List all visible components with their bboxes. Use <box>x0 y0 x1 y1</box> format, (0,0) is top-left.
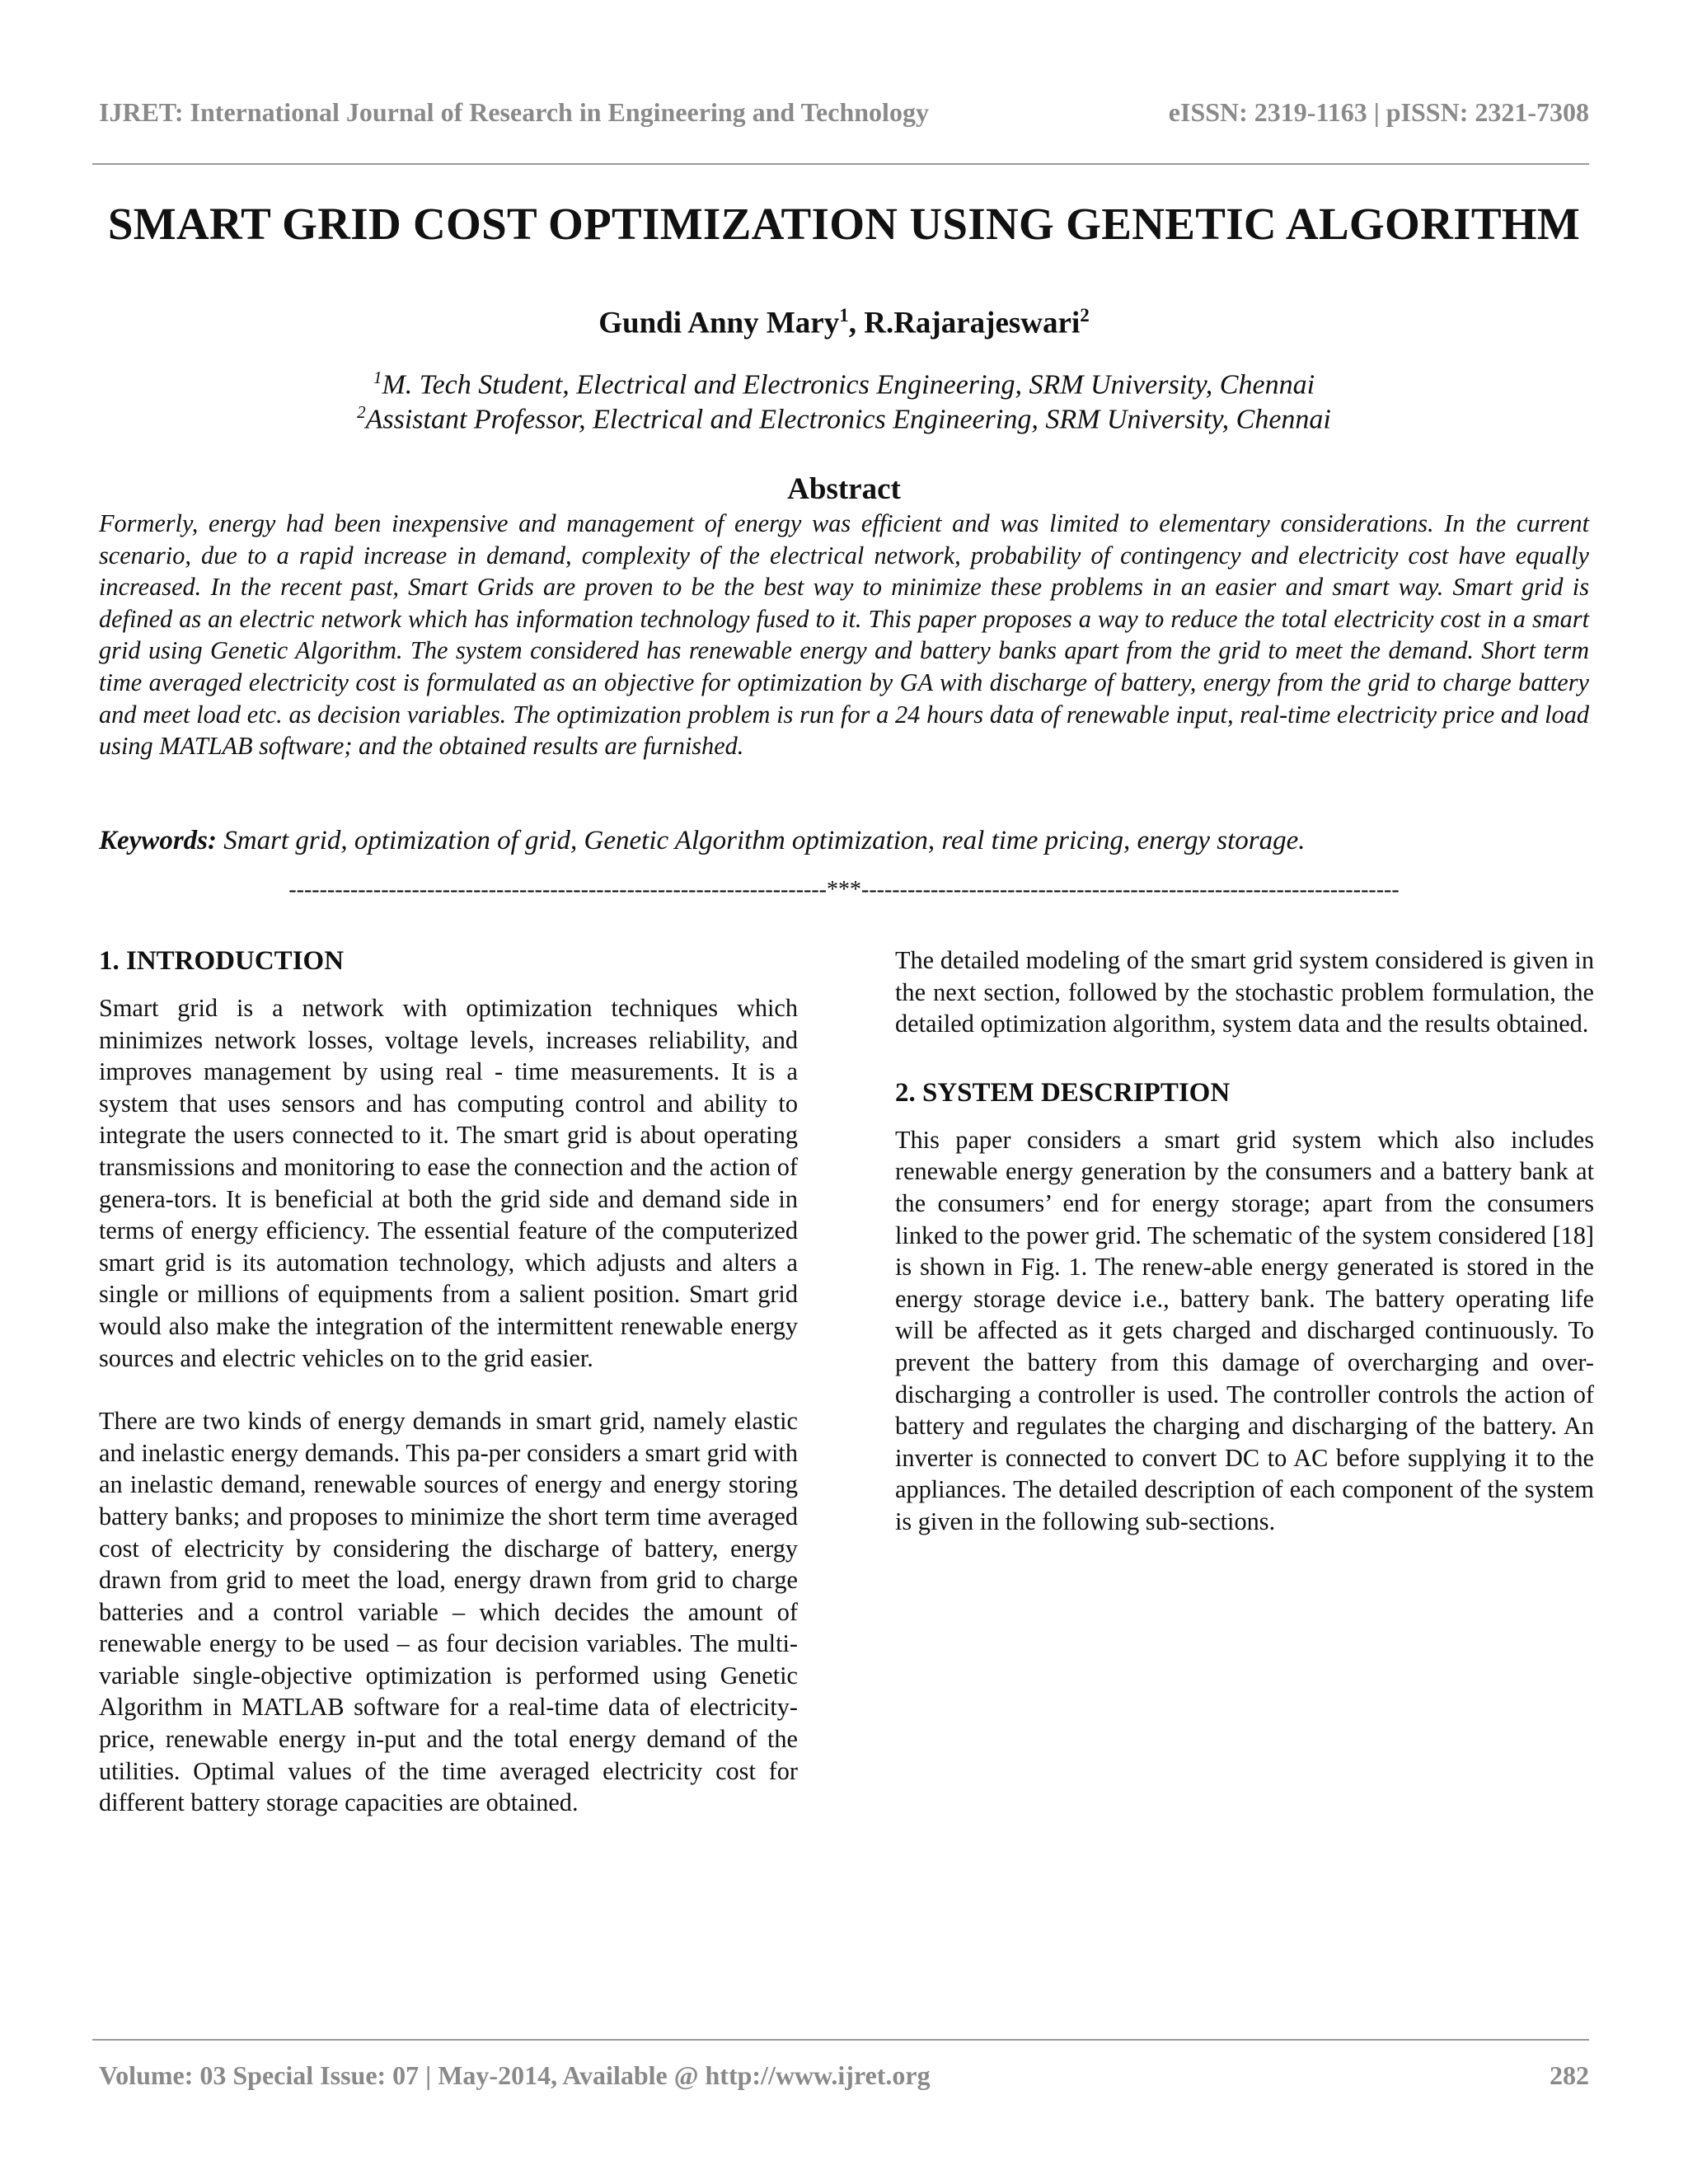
footer-divider <box>92 2039 1589 2041</box>
right-column <box>895 944 1594 1538</box>
page-number: 282 <box>1550 2060 1589 2090</box>
author-affil-mark: 2 <box>1080 305 1090 326</box>
affiliation-mark: 1 <box>373 368 382 387</box>
issn-info: eISSN: 2319-1163 | pISSN: 2321-7308 <box>1168 97 1589 127</box>
running-header <box>99 97 1589 128</box>
keywords <box>99 826 1589 856</box>
affiliation <box>0 368 1688 401</box>
section-heading-introduction: 1. INTRODUCTION <box>99 946 345 976</box>
running-footer <box>99 2060 1589 2091</box>
abstract-body: Formerly, energy had been inexpensive and management of energy was efficient and was limited to elementary considerations. In the current scenario, due to a rapid increase in demand, complexity of the electrical network, probability of contingency and electricity cost have equally increased. In the recent past, Smart Grids are proven to be the best way to minimize these problems in an easier and smart way. Smart grid is defined as an electric network which has information technology fused to it. This paper proposes a way to reduce the total electricity cost in a smart grid using Genetic Algorithm. The system considered has renewable energy and battery banks apart from the grid to meet the demand. Short term time averaged electricity cost is formulated as an objective for optimization by GA with discharge of battery, energy from the grid to charge battery and meet load etc. as decision variables. The optimization problem is run for a 24 hours data of renewable input, real-time electricity price and load using MATLAB software; and the obtained results are furnished. <box>99 509 1589 761</box>
author-list <box>0 305 1688 340</box>
keywords-text: Smart grid, optimization of grid, Genetic Algorithm optimization, real time pricing, energy storage. <box>217 826 1306 855</box>
keywords-label: Keywords: <box>99 826 217 855</box>
paragraph: Smart grid is a network with optimization techniques which minimizes network losses, voltage levels, increases reliability, and improves management by using real - time measurements. It is a system that uses sensors and has computing control and ability to integrate the users connected to it. The smart grid is about operating transmissions and monitoring to ease the connection and the action of genera-tors. It is beneficial at both the grid side and demand side in terms of energy efficiency. The essential feature of the computerized smart grid is its automation technology, which adjusts and alters a single or millions of equipments from a salient position. Smart grid would also make the integration of the intermittent renewable energy sources and electric vehicles on to the grid easier. <box>99 994 798 1372</box>
section-separator: ----------------------------------------------------------------------***---------------------------------------------------------------------- <box>288 877 1400 902</box>
abstract-heading: Abstract <box>787 472 901 506</box>
header-divider <box>92 163 1589 165</box>
left-column <box>99 944 798 1819</box>
paper-title: SMART GRID COST OPTIMIZATION USING GENETIC ALGORITHM <box>107 199 1581 249</box>
author-name: R.Rajarajeswari <box>864 306 1081 340</box>
author-name: Gundi Anny Mary <box>598 306 840 340</box>
paragraph: There are two kinds of energy demands in smart grid, namely elastic and inelastic energy demands. This pa-per considers a smart grid with an inelastic demand, renewable sources of energy and energy storing battery banks; and proposes to minimize the short term time averaged cost of electricity by considering the discharge of battery, energy drawn from grid to meet the load, energy drawn from grid to charge batteries and a control variable – which decides the amount of renewable energy to be used – as four decision variables. The multi-variable single-objective optimization is performed using Genetic Algorithm in MATLAB software for a real-time data of electricity-price, renewable energy in-put and the total energy demand of the utilities. Optimal values of the time averaged electricity cost for different battery storage capacities are obtained. <box>99 1407 798 1817</box>
affiliation <box>0 402 1688 435</box>
affiliation-text: M. Tech Student, Electrical and Electronics Engineering, SRM University, Chennai <box>382 369 1315 401</box>
affiliation-mark: 2 <box>357 402 366 422</box>
paragraph: This paper considers a smart grid system which also includes renewable energy generation by the consumers and a battery bank at the consumers’ end for energy storage; apart from the consumers linked to the power grid. The schematic of the system considered [18] is shown in Fig. 1. The renew-able energy generated is stored in the energy storage device i.e., battery bank. The battery operating life will be affected as it gets charged and discharged continuously. To prevent the battery from this damage of overcharging and over-discharging a controller is used. The controller controls the action of battery and regulates the charging and discharging of the battery. An inverter is connected to convert DC to AC before supplying it to the appliances. The detailed description of each component of the system is given in the following sub-sections. <box>895 1125 1594 1535</box>
affiliation-text: Assistant Professor, Electrical and Electronics Engineering, SRM University, Chennai <box>365 404 1331 435</box>
journal-name: IJRET: International Journal of Research in Engineering and Technology <box>99 97 929 127</box>
volume-info: Volume: 03 Special Issue: 07 | May-2014, Available @ http://www.ijret.org <box>99 2060 931 2090</box>
author-affil-mark: 1 <box>839 305 849 326</box>
section-heading-system-description: 2. SYSTEM DESCRIPTION <box>895 1077 1231 1108</box>
paragraph: The detailed modeling of the smart grid system considered is given in the next section, followed by the stochastic problem formulation, the detailed optimization algorithm, system data and the results obtained. <box>895 946 1594 1038</box>
author-separator: , <box>848 306 865 340</box>
